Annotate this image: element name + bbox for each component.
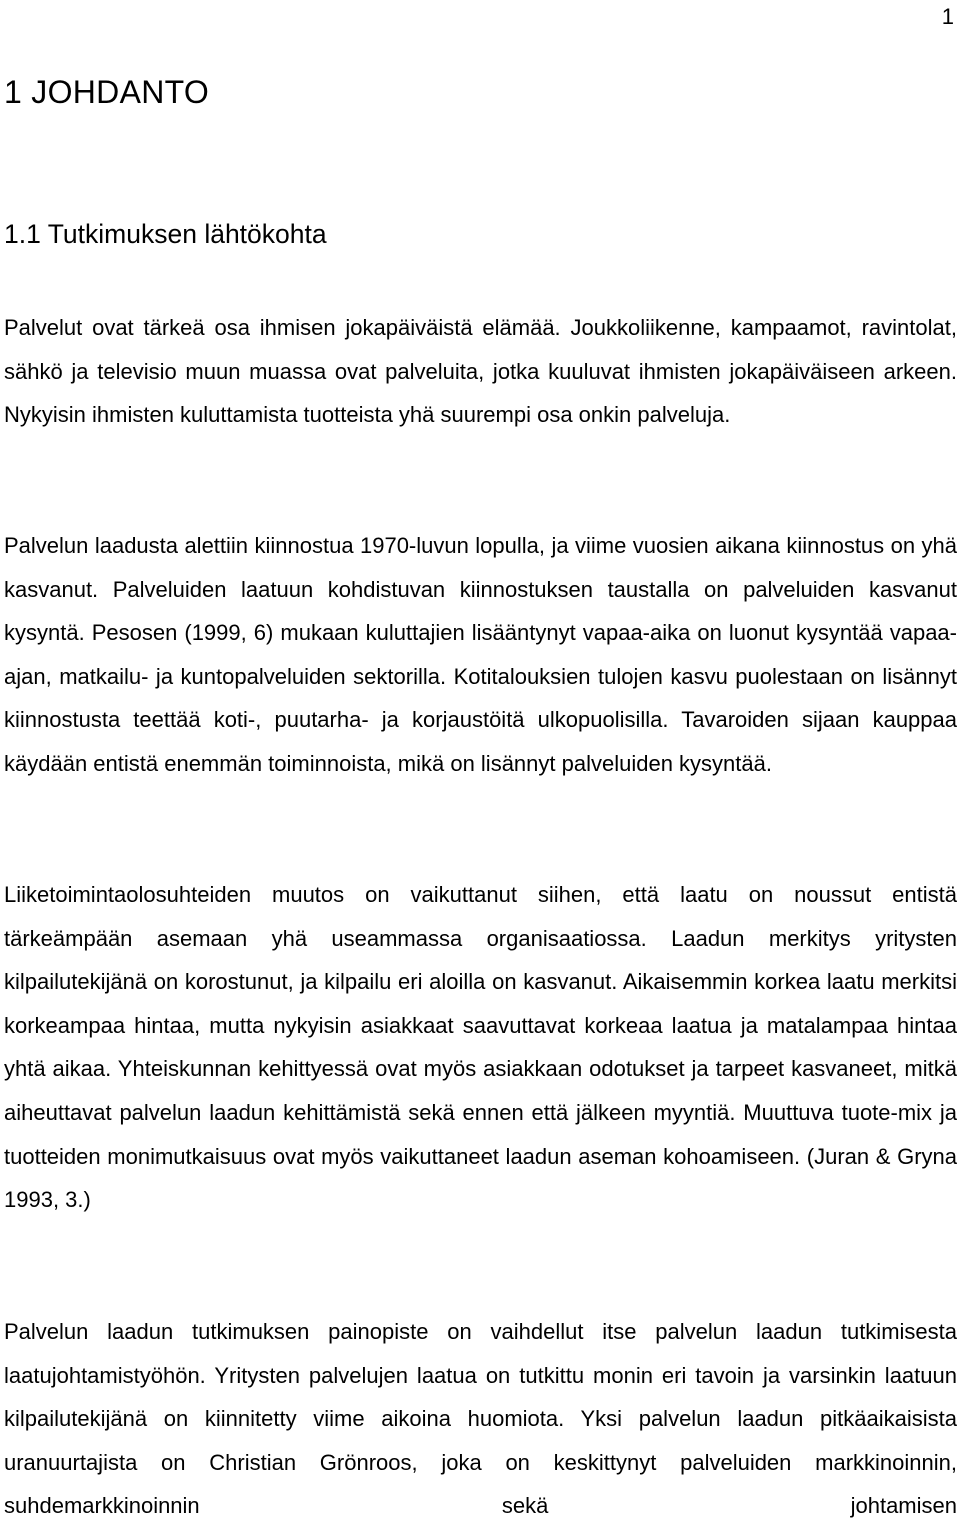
paragraph-services-intro: Palvelut ovat tärkeä osa ihmisen jokapäiväistä elämää. Joukkoliikenne, kampaamot, ravintolat, sähkö ja televisio muun muassa ovat palveluita, jotka kuuluvat ihmisten jokapäiväiseen arkeen. Nykyisin ihmisten kuluttamista tuotteista yhä suurempi osa onkin palveluja.: [4, 315, 957, 428]
page-number: 1: [941, 4, 954, 29]
paragraph-research-focus: Palvelun laadun tutkimuksen painopiste on vaihdellut itse palvelun laadun tutkimisesta laatujohtamistyöhön. Yritysten palvelujen laatua on tutkittu monin eri tavoin ja varsinkin laatuun kilpailutekijänä on kiinnitetty viime aikoina huomiota. Yksi palvelun laadun pitkäaikaisista uranuurtajista on Christian Grönroos, joka on keskittynyt palveluiden markkinoinnin, suhdemarkkinoinnin sekä johtamisen: [4, 1319, 957, 1519]
paragraph-business-conditions: Liiketoimintaolosuhteiden muutos on vaikuttanut siihen, että laatu on noussut entistä tärkeämpään asemaan yhä useammassa organisaatiossa. Laadun merkitys yritysten kilpailutekijänä on korostunut, ja kilpailu eri aloilla on kasvanut. Aikaisemmin korkea laatu merkitsi korkeampaa hintaa, mutta nykyisin asiakkaat saavuttavat korkeaa laatua ja matalampaa hintaa yhtä aikaa. Yhteiskunnan kehittyessä ovat myös asiakkaan odotukset ja tarpeet kasvaneet, mitkä aiheuttavat palvelun laadun kehittämistä sekä ennen että jälkeen myyntiä. Muuttuva tuote-mix ja tuotteiden monimutkaisuus ovat myös vaikuttaneet laadun aseman kohoamiseen. (Juran & Gryna 1993, 3.): [4, 882, 957, 1213]
chapter-heading: 1 JOHDANTO: [4, 74, 210, 110]
paragraph-quality-interest: Palvelun laadusta alettiin kiinnostua 1970-luvun lopulla, ja viime vuosien aikana kiinnostus on yhä kasvanut. Palveluiden laatuun kohdistuvan kiinnostuksen taustalla on palveluiden kasvanut kysyntä. Pesosen (1999, 6) mukaan kuluttajien lisääntynyt vapaa-aika on luonut kysyntää vapaa-ajan, matkailu- ja kuntopalveluiden sektorilla. Kotitalouksien tulojen kasvu puolestaan on lisännyt kiinnostusta teettää koti-, puutarha- ja korjaustöitä ulkopuolisilla. Tavaroiden sijaan kauppaa käydään entistä enemmän toiminnoista, mikä on lisännyt palveluiden kysyntää.: [4, 533, 957, 776]
section-heading: 1.1 Tutkimuksen lähtökohta: [4, 219, 327, 249]
